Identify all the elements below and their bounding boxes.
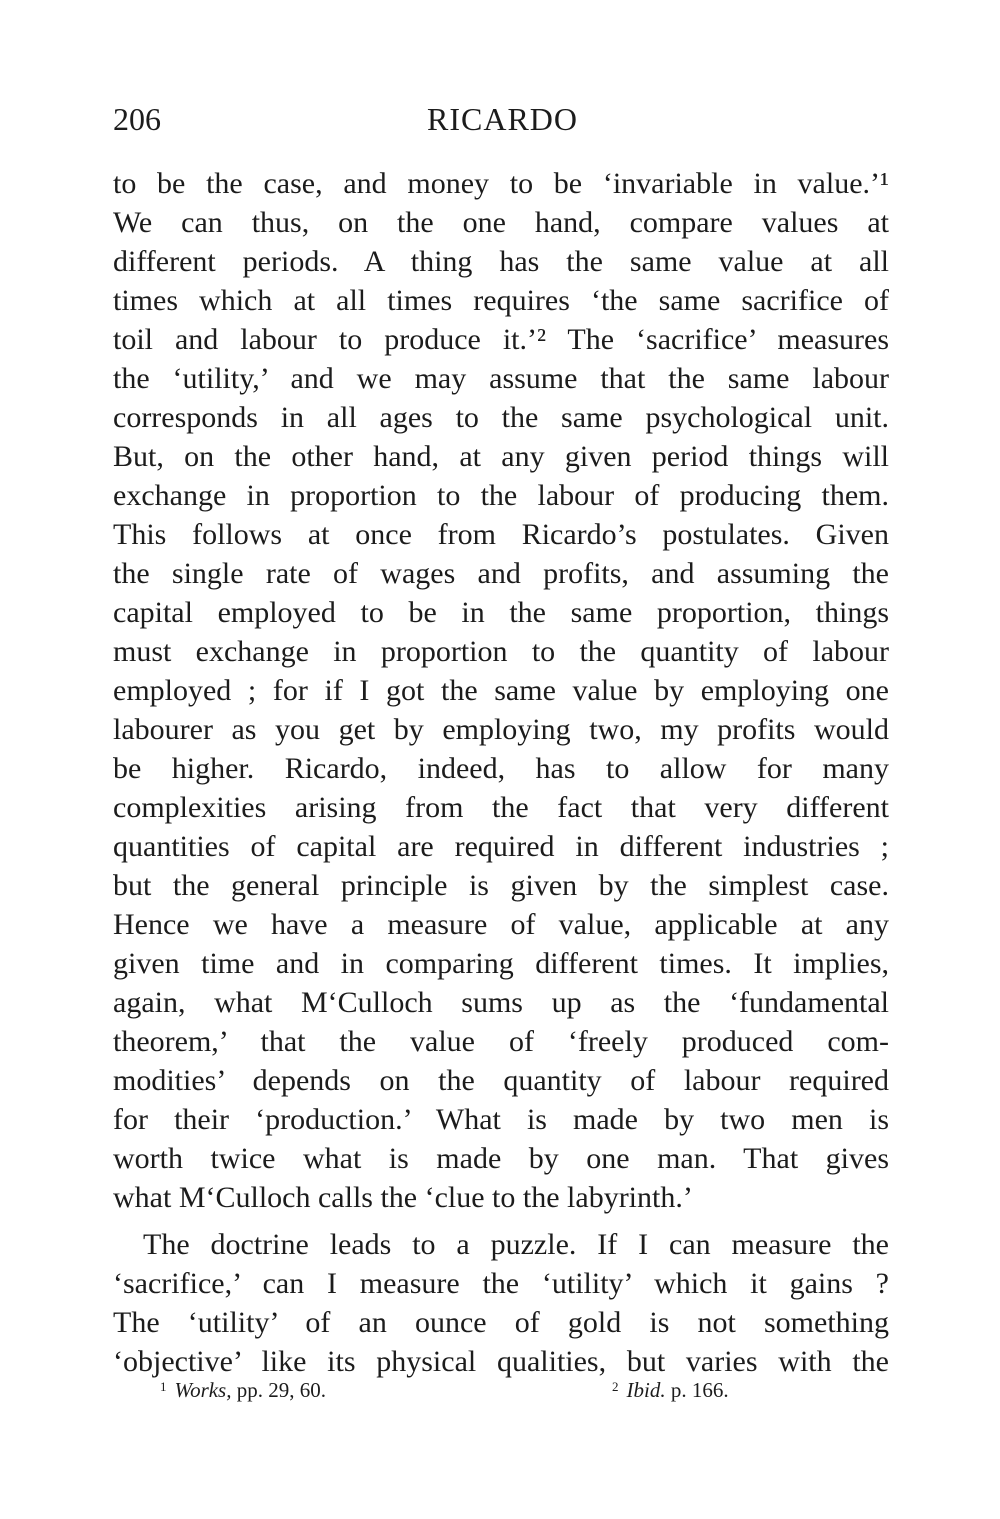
text-line: different periods. A thing has the same value at all bbox=[113, 245, 889, 278]
text-line: must exchange in proportion to the quantity of labour bbox=[113, 635, 889, 668]
paragraph-gap bbox=[113, 1217, 889, 1225]
text-line: to be the case, and money to be ‘invariable in value.’¹ bbox=[113, 167, 889, 200]
text-line: toil and labour to produce it.’² The ‘sacrifice’ measures bbox=[113, 323, 889, 356]
text-line: corresponds in all ages to the same psychological unit. bbox=[113, 401, 889, 434]
footnote-reference: p. 166. bbox=[665, 1378, 729, 1402]
footnotes bbox=[160, 1372, 800, 1402]
text-line: labourer as you get by employing two, my profits would bbox=[113, 713, 889, 746]
running-title: RICARDO bbox=[426, 101, 578, 137]
text-line: Hence we have a measure of value, applicable at any bbox=[113, 908, 889, 941]
text-line: capital employed to be in the same proportion, things bbox=[113, 596, 889, 629]
text-line: the ‘utility,’ and we may assume that the same labour bbox=[113, 362, 889, 395]
footnote-source: Ibid. bbox=[626, 1378, 666, 1402]
text-line: the single rate of wages and profits, and assuming the bbox=[113, 557, 889, 590]
footnote-mark: 2 bbox=[612, 1379, 619, 1394]
text-line: employed ; for if I got the same value by employing one bbox=[113, 674, 889, 707]
text-line: modities’ depends on the quantity of labour required bbox=[113, 1064, 889, 1097]
body-text bbox=[113, 164, 889, 1381]
running-head bbox=[113, 97, 892, 141]
text-line: exchange in proportion to the labour of producing them. bbox=[113, 479, 889, 512]
text-line: times which at all times requires ‘the same sacrifice of bbox=[113, 284, 889, 317]
footnote-mark: 1 bbox=[160, 1379, 167, 1394]
text-line: theorem,’ that the value of ‘freely produced com- bbox=[113, 1025, 889, 1058]
text-line: This follows at once from Ricardo’s postulates. Given bbox=[113, 518, 889, 551]
text-line: worth twice what is made by one man. That gives bbox=[113, 1142, 889, 1175]
footnote bbox=[160, 1372, 326, 1405]
text-line: again, what M‘Culloch sums up as the ‘fundamental bbox=[113, 986, 889, 1019]
page-number: 206 bbox=[113, 101, 161, 137]
text-line: given time and in comparing different times. It implies, bbox=[113, 947, 889, 980]
footnote-source: Works, bbox=[174, 1378, 232, 1402]
footnote bbox=[612, 1372, 729, 1405]
text-line: be higher. Ricardo, indeed, has to allow for many bbox=[113, 752, 889, 785]
text-line: We can thus, on the one hand, compare values at bbox=[113, 206, 889, 239]
text-line: what M‘Culloch calls the ‘clue to the labyrinth.’ bbox=[113, 1181, 693, 1214]
text-line: for their ‘production.’ What is made by two men is bbox=[113, 1103, 889, 1136]
text-line: ‘sacrifice,’ can I measure the ‘utility’ which it gains ? bbox=[113, 1267, 889, 1300]
text-line: quantities of capital are required in different industries ; bbox=[113, 830, 889, 863]
paragraph bbox=[113, 164, 889, 1217]
text-line: complexities arising from the fact that very different bbox=[113, 791, 889, 824]
text-line: ‘objective’ like its physical qualities, but varies with the bbox=[113, 1345, 889, 1378]
text-line: But, on the other hand, at any given period things will bbox=[113, 440, 889, 473]
text-line: but the general principle is given by the simplest case. bbox=[113, 869, 889, 902]
paragraph bbox=[113, 1225, 889, 1381]
text-line: The doctrine leads to a puzzle. If I can measure the bbox=[143, 1228, 889, 1261]
footnote-reference: pp. 29, 60. bbox=[231, 1378, 326, 1402]
text-line: The ‘utility’ of an ounce of gold is not something bbox=[113, 1306, 889, 1339]
